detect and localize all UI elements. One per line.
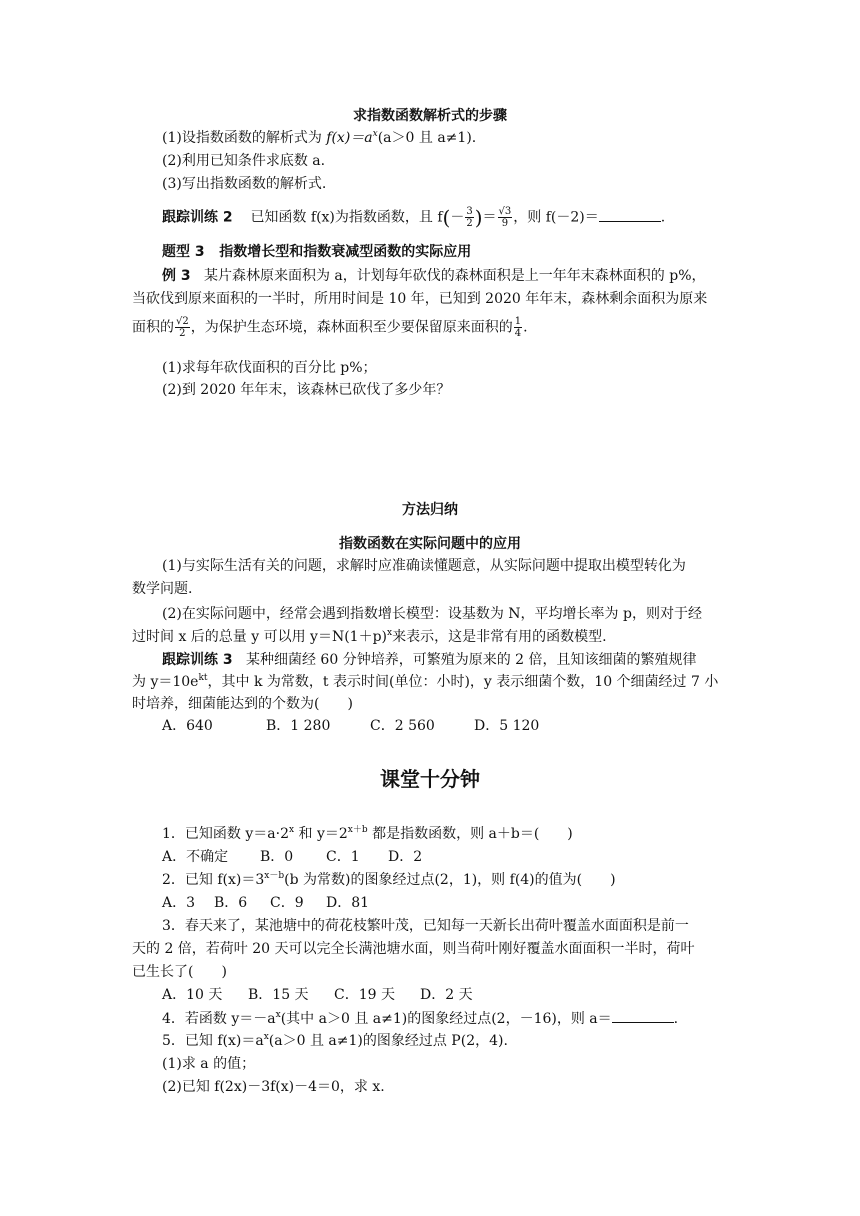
- option-c: C．9: [270, 895, 304, 911]
- question-3-line-2: 天的 2 倍，若荷叶 20 天可以完全长满池塘水面，则当荷叶刚好覆盖水面面积一半时，荷叶: [132, 941, 695, 957]
- method-p1-line-2: 数学问题.: [132, 581, 193, 597]
- track-training-2-text-b: ，则 f(－2)＝: [513, 209, 599, 226]
- option-b: B．0: [260, 849, 294, 865]
- steps-item-1-sup: x: [372, 129, 378, 139]
- question-4: 4．若函数 $y=-a^x$(其中 a＞0 且 a≠1)的图象经过点(2，－16)，则 a＝ .: [162, 1010, 679, 1027]
- track-training-2: 跟踪训练 2 已知函数 f(x)为指数函数，且 f(－ $\frac{3}{2}$ )＝ $\frac{√3}{9}$ ，则 f(－2)＝ .: [162, 205, 666, 230]
- question-5: 5．已知 $f(x)=a^x(a>0$ 且 a≠1)的图象经过点 P(2，4).: [162, 1032, 508, 1049]
- steps-item-1-post: (a＞0 且 a≠1).: [377, 130, 477, 146]
- option-c: C．1: [326, 849, 360, 865]
- method-p1-line-1: (1)与实际生活有关的问题，求解时应准确读懂题意，从实际问题中提取出模型转化为: [162, 558, 686, 574]
- option-b: B．15 天: [248, 987, 309, 1003]
- option-a: A．不确定: [162, 849, 229, 865]
- fraction-sqrt2-2: $\frac{√2}{2}$: [176, 316, 189, 339]
- steps-item-1: [162, 128, 476, 148]
- option-b: B．1 280: [266, 718, 331, 734]
- answer-blank: [612, 1008, 674, 1023]
- track-training-3-line-1: 跟踪训练 3 某种细菌经 60 分钟培养，可繁殖为原来的 2 倍，且知该细菌的繁殖规律: [162, 652, 697, 668]
- track-training-2-text: 已知函数 f(x)为指数函数，且 f: [250, 209, 443, 226]
- track-training-3-line-2: 为 $y=10e^{kt}$，其中 k 为常数，t 表示时间(单位：小时)，y 表示细菌个数，10 个细菌经过 7 小: [132, 673, 719, 690]
- question-1-options: [162, 847, 422, 867]
- option-c: C．19 天: [334, 987, 395, 1003]
- method-p2-line-1: (2)在实际问题中，经常会遇到指数增长模型：设基数为 N，平均增长率为 p，则对于经: [162, 606, 702, 622]
- steps-item-1-text: (1)设指数函数的解析式为: [162, 130, 327, 146]
- question-3-line-3: 已生长了( ): [132, 964, 227, 980]
- answer-blank: [599, 207, 661, 222]
- question-3-options: [162, 985, 473, 1005]
- steps-item-3: (3)写出指数函数的解析式.: [162, 176, 327, 192]
- question-5-part-1: (1)求 a 的值；: [162, 1056, 256, 1072]
- example3-text-1: 某片森林原来面积为 a，计划每年砍伐的森林面积是上一年年末森林面积的 p%，: [203, 268, 706, 284]
- steps-item-2: (2)利用已知条件求底数 a.: [162, 153, 326, 169]
- question-1: 1．已知函数 $y=a\cdot 2^x$ 和 $y=2^{x+b}$ 都是指数函数，则 a＋b＝( ): [162, 825, 573, 842]
- option-a: A．10 天: [162, 987, 223, 1003]
- question-2: 2．已知 $f(x)=3^{x-b}(b$ 为常数)的图象经过点(2，1)，则 f(4)的值为( ): [162, 871, 616, 888]
- type3-title: 指数增长型和指数衰减型函数的实际应用: [219, 244, 472, 260]
- option-c: C．2 560: [370, 718, 435, 734]
- option-d: D．2: [388, 849, 423, 865]
- track-training-3-line-3: 时培养，细菌能达到的个数为( ): [132, 696, 353, 712]
- question-3-line-1: 3．春天来了，某池塘中的荷花枝繁叶茂，已知每一天新长出荷叶覆盖水面面积是前一: [162, 918, 689, 934]
- option-b: B．6: [214, 895, 248, 911]
- type3-heading: [162, 242, 471, 262]
- type3-label: 题型 3: [162, 244, 205, 260]
- method-p2-line-2: 过时间 x 后的总量 y 可以用 $y=N(1+p)^x$来表示，这是非常有用的函数模型.: [132, 628, 607, 645]
- example3-line-1: [162, 266, 706, 286]
- track-training-2-label: 跟踪训练 2: [162, 209, 233, 226]
- fraction-neg-3-2: $\frac{3}{2}$: [466, 206, 473, 229]
- example3-question-2: (2)到 2020 年年末，该森林已砍伐了多少年？: [162, 382, 451, 398]
- point-p: (2，4): [460, 1033, 504, 1049]
- option-a: A．3: [162, 895, 196, 911]
- option-d: D．5 120: [474, 718, 540, 734]
- option-d: D．2 天: [420, 987, 473, 1003]
- fraction-1-4: $\frac{1}{4}$: [514, 316, 522, 339]
- question-2-options: [162, 893, 369, 913]
- example3-question-1: (1)求每年砍伐面积的百分比 p%；: [162, 360, 377, 376]
- track-training-3-label: 跟踪训练 3: [162, 652, 233, 668]
- fraction-sqrt3-9: $\frac{√3}{9}$: [498, 206, 512, 229]
- option-d: D．81: [326, 895, 370, 911]
- track-training-3-options: [162, 716, 539, 736]
- steps-title: 求指数函数解析式的步骤: [353, 108, 507, 124]
- example3-line-3: 面积的 $\frac{√2}{2}$ ，为保护生态环境，森林面积至少要保留原来面积的 $\frac{1}{4}$ .: [132, 316, 528, 339]
- method-title: 方法归纳: [402, 502, 458, 518]
- section-title: 课堂十分钟: [380, 767, 480, 791]
- example3-label: 例 3: [162, 268, 191, 284]
- option-a: A．640: [162, 718, 213, 734]
- method-subtitle: 指数函数在实际问题中的应用: [339, 536, 521, 552]
- steps-item-1-expr: f(x)＝a: [326, 130, 373, 146]
- question-5-part-2: (2)已知 f(2x)－3f(x)－4＝0，求 x.: [162, 1079, 385, 1095]
- example3-line-2: 当砍伐到原来面积的一半时，所用时间是 10 年，已知到 2020 年年末，森林剩余面积为原来: [132, 291, 708, 307]
